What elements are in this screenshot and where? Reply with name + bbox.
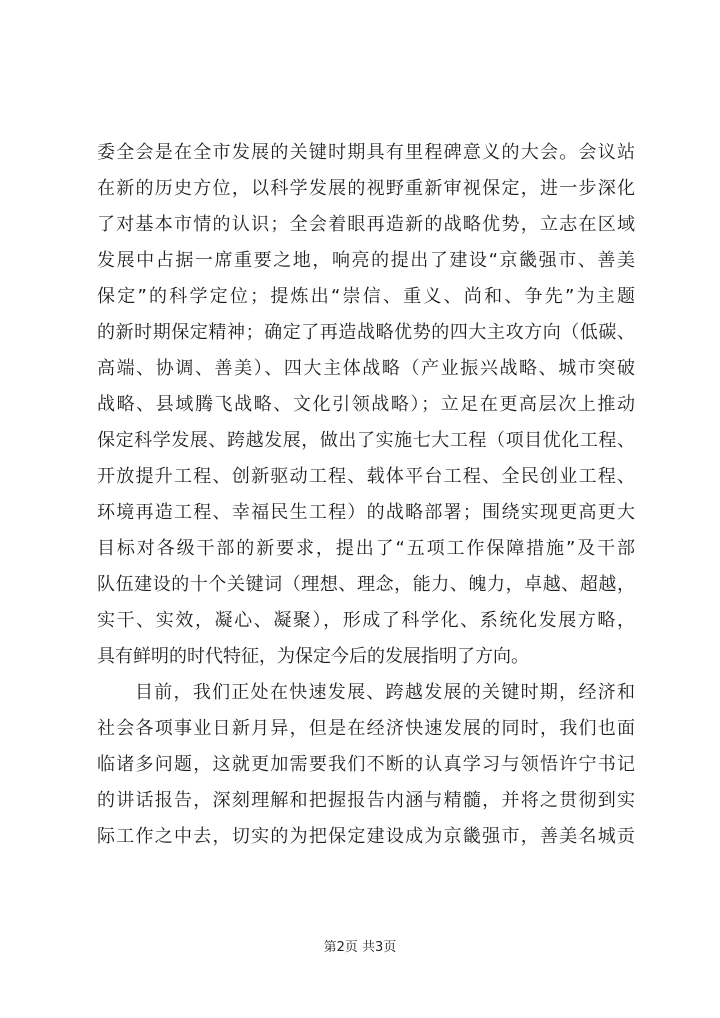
text-line: 际工作之中去，切实的为把保定建设成为京畿强市，善美名城贡 xyxy=(97,826,635,847)
text-line: 在新的历史方位，以科学发展的视野重新审视保定，进一步深化 xyxy=(97,178,635,199)
text-line: 目前，我们正处在快速发展、跨越发展的关键时期，经济和 xyxy=(135,682,635,703)
text-line: 开放提升工程、创新驱动工程、载体平台工程、全民创业工程、 xyxy=(97,466,635,487)
text-line: 临诸多问题，这就更加需要我们不断的认真学习与领悟许宁书记 xyxy=(97,754,635,775)
text-line: 队伍建设的十个关键词（理想、理念，能力、魄力，卓越、超越， xyxy=(97,574,635,595)
text-line: 具有鲜明的时代特征，为保定今后的发展指明了方向。 xyxy=(97,646,529,667)
text-line: 实干、实效，凝心、凝聚），形成了科学化、系统化发展方略， xyxy=(97,610,635,631)
text-line: 高端、协调、善美）、四大主体战略（产业振兴战略、城市突破 xyxy=(97,358,635,379)
paragraph-1 xyxy=(97,135,635,675)
document-page xyxy=(97,135,635,855)
text-line: 保定科学发展、跨越发展，做出了实施七大工程（项目优化工程、 xyxy=(97,430,635,451)
text-line: 目标对各级干部的新要求，提出了“五项工作保障措施”及干部 xyxy=(97,538,635,559)
text-line: 了对基本市情的认识；全会着眼再造新的战略优势，立志在区域 xyxy=(97,214,635,235)
text-line: 社会各项事业日新月异，但是在经济快速发展的同时，我们也面 xyxy=(97,718,635,739)
text-line: 委全会是在全市发展的关键时期具有里程碑意义的大会。会议站 xyxy=(97,142,635,163)
paragraph-2 xyxy=(97,675,635,855)
text-line: 环境再造工程、幸福民生工程）的战略部署；围绕实现更高更大 xyxy=(97,502,635,523)
page-number-footer: 第2页 共3页 xyxy=(323,940,397,955)
text-line: 的新时期保定精神；确定了再造战略优势的四大主攻方向（低碳、 xyxy=(97,322,635,343)
text-line: 战略、县域腾飞战略、文化引领战略）；立足在更高层次上推动 xyxy=(97,394,635,415)
text-line: 保定”的科学定位；提炼出“崇信、重义、尚和、争先”为主题 xyxy=(97,286,635,307)
text-line: 的讲话报告，深刻理解和把握报告内涵与精髓，并将之贯彻到实 xyxy=(97,790,635,811)
text-line: 发展中占据一席重要之地，响亮的提出了建设“京畿强市、善美 xyxy=(97,250,635,271)
